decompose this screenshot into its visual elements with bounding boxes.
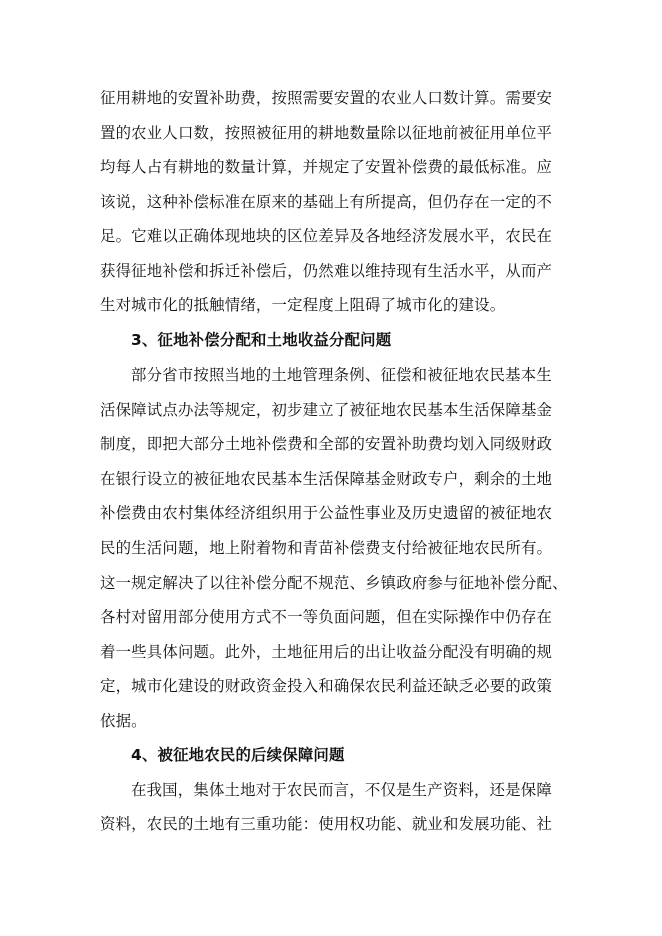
paragraph-1-line-1: 征用耕地的安置补助费，按照需要安置的农业人口数计算。需要安 <box>100 89 553 107</box>
paragraph-1-line-6: 获得征地补偿和拆迁补偿后，仍然难以维持现有生活水平，从而产 <box>100 262 553 280</box>
paragraph-2-line-7: 这一规定解决了以往补偿分配不规范、乡镇政府参与征地补偿分配、 <box>100 574 568 592</box>
paragraph-2-line-6: 民的生活问题，地上附着物和青苗补偿费支付给被征地农民所有。 <box>100 539 553 557</box>
paragraph-1-line-5: 足。它难以正确体现地块的区位差异及各地经济发展水平，农民在 <box>100 227 553 245</box>
paragraph-2-line-1: 部分省市按照当地的土地管理条例、征偿和被征地农民基本生 <box>131 366 552 384</box>
paragraph-3-line-2: 资料，农民的土地有三重功能：使用权功能、就业和发展功能、社 <box>100 815 553 833</box>
paragraph-2-line-2: 活保障试点办法等规定，初步建立了被征地农民基本生活保障基金 <box>100 401 553 419</box>
paragraph-2-line-11: 依据。 <box>100 712 147 730</box>
paragraph-2-line-9: 着一些具体问题。此外，土地征用后的出让收益分配没有明确的规 <box>100 643 553 661</box>
paragraph-2-line-10: 定，城市化建设的财政资金投入和确保农民利益还缺乏必要的政策 <box>100 677 553 695</box>
paragraph-2-line-8: 各村对留用部分使用方式不一等负面问题，但在实际操作中仍存在 <box>100 608 553 626</box>
paragraph-1-line-7: 生对城市化的抵触情绪，一定程度上阻碍了城市化的建设。 <box>100 296 506 314</box>
paragraph-1-line-3: 均每人占有耕地的数量计算，并规定了安置补偿费的最低标准。应 <box>100 158 553 176</box>
paragraph-1-line-4: 该说，这种补偿标准在原来的基础上有所提高，但仍存在一定的不 <box>100 193 553 211</box>
paragraph-2-line-4: 在银行设立的被征地农民基本生活保障基金财政专户，剩余的土地 <box>100 470 553 488</box>
paragraph-3-line-1: 在我国，集体土地对于农民而言，不仅是生产资料，还是保障 <box>131 781 552 799</box>
section-heading-4: 4、被征地农民的后续保障问题 <box>131 746 345 764</box>
section-heading-3: 3、征地补偿分配和土地收益分配问题 <box>131 331 392 349</box>
paragraph-2-line-5: 补偿费由农村集体经济组织用于公益性事业及历史遗留的被征地农 <box>100 504 553 522</box>
paragraph-1-line-2: 置的农业人口数，按照被征用的耕地数量除以征地前被征用单位平 <box>100 124 553 142</box>
paragraph-2-line-3: 制度，即把大部分土地补偿费和全部的安置补助费均划入同级财政 <box>100 435 553 453</box>
